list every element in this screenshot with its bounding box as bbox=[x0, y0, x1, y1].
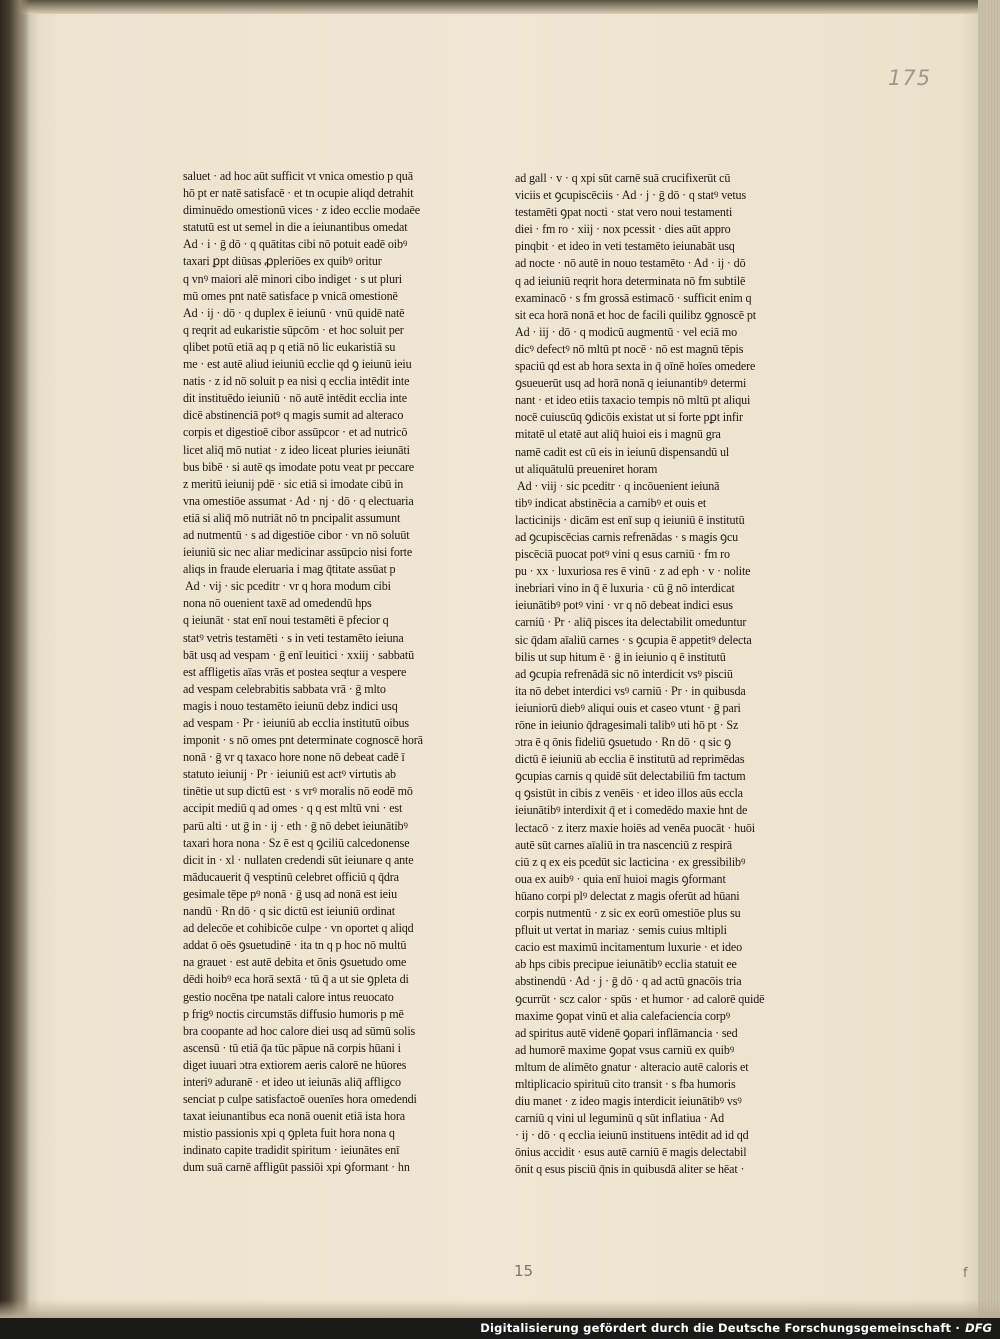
text-line: gestio nocēna tpe natali calore intus reuocato bbox=[183, 989, 394, 1004]
text-line: magis i nouo testamēto ieiunū debz indici usq bbox=[183, 698, 398, 713]
text-line: dictū ē ieiuniū ab ecclia ē institutū ad reprimēdas bbox=[515, 752, 745, 767]
text-line: ita nō debet interdici vsꝰ carniū · Pr · in quibusda bbox=[515, 683, 746, 698]
text-line: ad ꝯcupiscēcias carnis refrenādas · s magis ꝯcu bbox=[515, 529, 739, 544]
text-line: hūano corpi plꝰ delectat z magis oferūt ad hūani bbox=[515, 888, 740, 903]
text-line: p frigꝰ noctis circumstās diffusio humoris p mē bbox=[183, 1006, 404, 1021]
page-top-edge bbox=[0, 0, 1000, 14]
text-line: ad vespam celebrabitis sabbata vrā · ḡ mlto bbox=[183, 681, 386, 696]
text-line: ad nocte · nō autē in nouo testamēto · Ad · ij · dō bbox=[515, 256, 746, 271]
text-line: na grauet · est autē debita et ōnis ꝯsuetudo ome bbox=[183, 955, 407, 970]
text-line: dicꝰ defectꝰ nō mltū pt nocē · nō est magnū tēpis bbox=[515, 341, 744, 356]
text-line: vna omestiōe assumat · Ad · nj · dō · q electuaria bbox=[183, 493, 414, 508]
text-line: carniū · Pr · aliq̄ pisces ita delectabilit omeduntur bbox=[515, 615, 747, 630]
text-line: parū alti · ut ḡ in · ij · eth · ḡ nō debet ieiunātibꝰ bbox=[183, 818, 408, 833]
text-line: ad spiritus autē videnē ꝯopari inflāmancia · sed bbox=[515, 1025, 738, 1040]
text-line: z meritū ieiunij pdē · sic etiā si imodate cibū in bbox=[183, 476, 404, 491]
footer-bar bbox=[0, 1318, 1000, 1339]
text-line: bra coopante ad hoc calore diei usq ad sūmū solis bbox=[183, 1023, 416, 1038]
text-line: tinētie ut sup dictū est · s vrꝰ moralis nō eodē mō bbox=[183, 784, 413, 799]
text-line: namē cadit est cū eis in ieiunū dispensandū ul bbox=[515, 444, 730, 459]
text-line: ōnit q esus pisciū q̄nis in quibusdā aliter se hēat · bbox=[515, 1162, 745, 1177]
text-line: taxari ꝑpt diūsas ꝓpleriōes ex quibꝰ oritur bbox=[183, 254, 382, 269]
text-line: ad gall · v · q xpi sūt carnē suā crucifixerūt cū bbox=[515, 171, 731, 185]
text-line: lacticinijs · dicām est enī sup q ieiuniū ē institutū bbox=[515, 512, 745, 527]
text-line: accipit mediū q ad omes · q q est mltū vni · est bbox=[183, 801, 403, 816]
text-line: spaciū qd est ab hora sexta in q̄ oīnē hoīes omedere bbox=[515, 359, 756, 374]
text-line: taxat ieiunantibus eca nonā ouenit etiā ista hora bbox=[183, 1109, 406, 1124]
text-line: ad nutmentū · s ad digestiōe cibor · vn nō soluūt bbox=[183, 527, 410, 542]
text-line: diu manet · z ideo magis interdicit ieiunātibꝰ vsꝰ bbox=[515, 1094, 742, 1109]
text-line: interiꝰ aduranē · et ideo ut ieiunās aliq̄ affligco bbox=[183, 1074, 401, 1089]
text-line: pu · xx · luxuriosa res ē vinū · z ad eph · v · nolite bbox=[515, 564, 751, 579]
text-line: ieiuniorū diebꝰ aliqui ouis et caseo vtunt · ḡ pari bbox=[515, 700, 741, 715]
text-line: Ad · ij · dō · q duplex ē ieiunū · vnū quidē natē bbox=[183, 305, 405, 320]
text-line: est affligetis aīas vrās et postea seqtur a vespere bbox=[183, 664, 407, 679]
text-line: abstinendū · Ad · j · ḡ dō · q ad actū gnacōis tria bbox=[515, 974, 742, 989]
text-line: ad ꝯcupia refrenādā sic nō interdicit vsꝰ pisciū bbox=[515, 666, 733, 681]
text-line: bāt usq ad vespam · ḡ enī leuitici · xxiij · sabbatū bbox=[183, 647, 414, 662]
text-line: cacio est maximū incitamentum luxurie · et ideo bbox=[515, 940, 743, 955]
text-line: licet aliq̄ mō nutiat · z ideo liceat pluries ieiunāti bbox=[183, 442, 410, 457]
text-line: oua ex auibꝰ · quia enī huioi magis ꝯformant bbox=[515, 871, 726, 886]
binding-shadow bbox=[0, 0, 30, 1318]
text-line: nona nō ouenient taxē ad omedendū hps bbox=[183, 596, 372, 611]
left-text-column bbox=[183, 168, 465, 1177]
text-line: senciat p culpe satisfactoē ouenīes hora omedendi bbox=[183, 1092, 417, 1107]
text-line: nocē cuiuscūq ꝯdicōis existat ut si forte pꝑt infir bbox=[515, 410, 743, 425]
text-line: diget iuuari ɔtra extiorem aeris calorē ne hūores bbox=[183, 1057, 407, 1072]
text-line: imponit · s nō omes pnt determinate cognoscē horā bbox=[183, 733, 423, 748]
text-line: mitatē ul etatē aut aliq̄ huioi eis i magnū gra bbox=[515, 427, 721, 442]
text-line: mū omes pnt natē satisface p vnicā omestionē bbox=[183, 288, 398, 303]
text-line: ieiunātibꝰ interdixit q̄ et i comedēdo maxie hnt de bbox=[515, 803, 748, 818]
page-bottom-edge bbox=[0, 1300, 1000, 1318]
text-line: sit eca horā nonā et hoc de facili quilibz ꝯgnoscē pt bbox=[515, 307, 756, 322]
text-line: q ad ieiuniū reqrit hora determinata nō fm subtilē bbox=[515, 273, 746, 288]
text-line: nandū · Rn dō · q sic dictū est ieiuniū ordinat bbox=[183, 904, 395, 919]
text-line: ieiuniū sic nec aliar medicinar assūpcio nisi forte bbox=[183, 545, 413, 560]
footer-credit-text: Digitalisierung gefördert durch die Deutsche Forschungsgemeinschaft · bbox=[480, 1321, 960, 1335]
text-line: pfluit ut vertat in mariaz · semis cuius mltipli bbox=[515, 923, 727, 938]
text-line: bus bibē · si autē qs imodate potu veat pr peccare bbox=[183, 459, 414, 474]
text-line: natis · z id nō soluit p ea nisi q ecclia intēdit inte bbox=[183, 374, 410, 389]
text-line: ut aliquātulū preueniret horam bbox=[515, 461, 658, 476]
text-line: nonā · ḡ vr q taxaco hore none nō debeat cadē ī bbox=[183, 750, 405, 765]
dfg-logo: DFG bbox=[965, 1321, 992, 1335]
text-line: sic q̄dam aīaliū carnes · s ꝯcupia ē appetitꝰ delecta bbox=[515, 632, 752, 647]
text-line: Ad · vij · sic pceditr · vr q hora modum cibi bbox=[185, 579, 391, 594]
folio-number: 175 bbox=[888, 66, 932, 90]
text-line: dēdi hoibꝰ eca horā sextā · tū q̄ a ut sie ꝯpleta di bbox=[183, 972, 409, 987]
text-line: maxime ꝯopat vinū et alia calefaciencia corpꝰ bbox=[515, 1008, 731, 1023]
text-line: ad delecōe et cohibicōe culpe · vn oportet q aliqd bbox=[183, 921, 414, 936]
page-fore-edge bbox=[978, 0, 1000, 1318]
text-line: Ad · i · ḡ dō · q quātitas cibi nō potuit eadē oibꝰ bbox=[183, 237, 408, 252]
text-line: ꝯcupias carnis q quidē sūt delectabiliū fm tactum bbox=[515, 769, 746, 784]
text-line: pinqbit · et ideo in veti testamēto ieiunabāt usq bbox=[515, 239, 735, 254]
text-line: lectacō · z iterz maxie hoiēs ad venēa puocāt · huōi bbox=[515, 820, 756, 835]
text-line: statuto ieiunij · Pr · ieiuniū est actꝰ virtutis ab bbox=[183, 767, 396, 782]
text-line: hō pt er natē satisfacē · et tn ocupie aliqd detrahit bbox=[183, 186, 414, 201]
text-line: māducauerit q̄ vesptinū celebret officiū q q̄dra bbox=[183, 869, 399, 884]
text-line: mltum de alimēto gnatur · alteracio autē caloris et bbox=[515, 1059, 749, 1074]
text-line: ꝯcurrūt · scz calor · spūs · et humor · ad calorē quidē bbox=[515, 991, 765, 1006]
text-line: ꝯsueuerūt usq ad horā nonā q ieiunantibꝰ determi bbox=[515, 376, 747, 391]
bottom-corner-mark: f bbox=[963, 1266, 968, 1281]
text-line: q vnꝰ maiori alē minori cibo indiget · s ut pluri bbox=[183, 271, 402, 286]
text-line: ɔtra ē q ōnis fideliū ꝯsuetudo · Rn dō · q sic ꝯ bbox=[515, 735, 731, 750]
text-line: taxari hora nona · Sz ē est q ꝯciliū calcedonense bbox=[183, 835, 410, 850]
text-line: dicē abstinenciā potꝰ q magis sumit ad alteraco bbox=[183, 408, 404, 423]
text-line: aliqs in fraude eleruaria i mag q̄titate assūat p bbox=[183, 562, 396, 577]
text-line: addat ō oēs ꝯsuetudinē · ita tn q p hoc nō multū bbox=[183, 938, 407, 953]
text-line: autē sūt carnes aīaliū in tra nascenciū z respirā bbox=[515, 837, 732, 852]
text-line: etiā si aliq̄ mō nutriāt nō tn pncipalit assumunt bbox=[183, 510, 401, 525]
text-line: inebriari vino in q̄ ē luxuria · cū ḡ nō interdicat bbox=[515, 581, 735, 596]
text-line: mltiplicacio spirituū cito transit · s fba humoris bbox=[515, 1076, 736, 1091]
text-line: statutū est ut semel in die a ieiunantibus omedat bbox=[183, 220, 408, 235]
text-line: corpis nutmentū · z sic ex eorū omestiōe plus su bbox=[515, 906, 741, 921]
text-line: corpis et digestioē cibor assūpcor · et ad nutricō bbox=[183, 425, 408, 440]
text-line: dum suā carnē affligūt passiōi xpi ꝯformant · hn bbox=[183, 1160, 410, 1175]
text-line: Ad · iij · dō · q modicū augmentū · vel eciā mo bbox=[515, 324, 737, 339]
text-line: viciis et ꝯcupiscēciis · Ad · j · ḡ dō · q statꝰ vetus bbox=[515, 188, 747, 203]
text-line: indinato capite tradidit spiritum · ieiunātes enī bbox=[183, 1143, 400, 1158]
text-line: rōne in ieiunio q̄dragesimali talibꝰ uti hō pt · Sz bbox=[515, 718, 739, 732]
text-line: examinacō · s fm grossā estimacō · sufficit enim q bbox=[515, 290, 752, 305]
text-line: q ꝯsistūt in cibis z venēis · et ideo illos aūs eccla bbox=[515, 786, 743, 801]
text-line: gesimale tēpe pꝰ nonā · ḡ usq ad nonā est ieiu bbox=[183, 886, 398, 901]
text-line: tibꝰ indicat abstinēcia a carnibꝰ et ouis et bbox=[515, 495, 707, 510]
text-line: dit instituēdo ieiuniū · nō autē intēdit ecclia inte bbox=[183, 391, 407, 406]
right-text-column bbox=[515, 170, 799, 1179]
text-line: ōnius accidit · esus autē carniū ē magis delectabil bbox=[515, 1145, 747, 1160]
text-line: statꝰ vetris testamēti · s in veti testamēto ieiuna bbox=[183, 630, 404, 645]
text-line: me · est autē aliud ieiuniū ecclie qd ꝯ ieiunū ieiu bbox=[183, 357, 412, 372]
text-line: dicit in · xl · nullaten credendi sūt ieiunare q ante bbox=[183, 852, 414, 867]
text-line: nant · et ideo etiis taxacio tempis nō mltū pt aliqui bbox=[515, 393, 751, 408]
text-line: diei · fm ro · xiij · nox pcessit · dies aūt appro bbox=[515, 222, 731, 237]
text-line: ieiunātibꝰ potꝰ vini · vr q nō debeat indici esus bbox=[515, 598, 733, 613]
text-line: ascensū · tū etiā q̄a tūc pāpue nā corpis hūani i bbox=[183, 1040, 401, 1055]
text-line: ad humorē maxime ꝯopat vsus carniū ex quibꝰ bbox=[515, 1042, 735, 1057]
text-line: qlibet potū etiā aq p q etiā nō lic eukaristiā su bbox=[183, 339, 396, 354]
text-line: carniū q vini ul leguminū q sūt inflatiua · Ad bbox=[515, 1111, 725, 1126]
text-line: Ad · viij · sic pceditr · q incōuenient ieiunā bbox=[517, 478, 720, 493]
text-line: saluet · ad hoc aūt sufficit vt vnica omestio p quā bbox=[183, 169, 413, 183]
text-line: piscēciā puocat potꝰ vini q esus carniū · fm ro bbox=[515, 547, 730, 562]
text-line: testamēti ꝯpat nocti · stat vero noui testamenti bbox=[515, 205, 733, 220]
text-line: · ij · dō · q ecclia ieiunū instituens intēdit ad id qd bbox=[515, 1128, 749, 1143]
text-line: q ieiunāt · stat enī noui testamēti ē pfecior q bbox=[183, 613, 389, 628]
text-line: ad vespam · Pr · ieiuniū ab ecclia institutū oibus bbox=[183, 716, 409, 730]
text-line: ab hps cibis precipue ieiunātibꝰ ecclia statuit ee bbox=[515, 957, 737, 972]
text-line: bilis ut sup hitum ē · ḡ in ieiunio q ē institutū bbox=[515, 649, 726, 664]
text-line: mistio passionis xpi q ꝯpleta fuit hora nona q bbox=[183, 1126, 395, 1141]
text-line: q reqrit ad eukaristie sūpcōm · et hoc soluit per bbox=[183, 322, 404, 337]
bottom-gutter-mark: 15 bbox=[514, 1262, 534, 1280]
text-line: ciū z q ex eis pcedūt sic lacticina · ex gressibilibꝰ bbox=[515, 854, 746, 869]
text-line: diminuēdo omestionū vices · z ideo ecclie modaēe bbox=[183, 203, 420, 218]
